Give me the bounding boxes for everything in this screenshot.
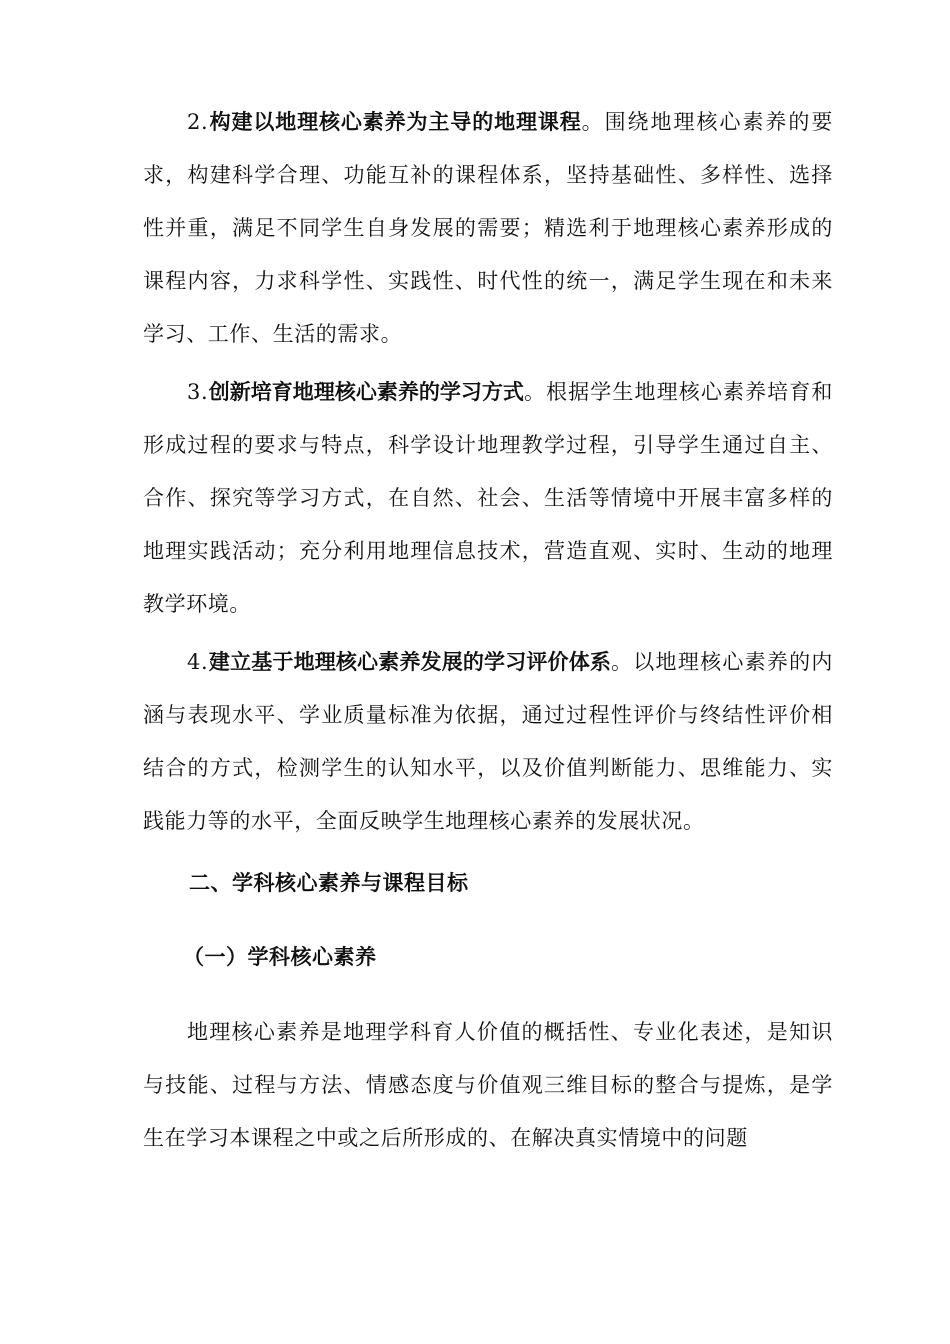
item-body-text: 。围绕地理核心素养的要求，构建科学合理、功能互补的课程体系，坚持基础性、多样性、选择性并重，满足不同学生自身发展的需要；精选利于地理核心素养形成的课程内容，力求科学性、实践性、时代性的统一，满足学生现在和未来学习、工作、生活的需求。 — [143, 110, 833, 346]
item-lead-heading: 构建以地理核心素养为主导的地理课程 — [208, 110, 582, 134]
item-number: 4. — [187, 650, 209, 674]
item-lead-heading: 创新培育地理核心素养的学习方式 — [208, 380, 524, 404]
paragraph-item-2 — [143, 96, 833, 361]
section-heading: 二、学科核心素养与课程目标 — [189, 871, 469, 895]
paragraph-item-3 — [143, 366, 833, 631]
item-body-text: 。以地理核心素养的内涵与表现水平、学业质量标准为依据，通过过程性评价与终结性评价相结合的方式，检测学生的认知水平，以及价值判断能力、思维能力、实践能力等的水平，全面反映学生地理核心素养的发展状况。 — [143, 650, 834, 833]
item-number: 2. — [187, 110, 209, 134]
closing-paragraph: 地理核心素养是地理学科育人价值的概括性、专业化表述，是知识与技能、过程与方法、情感态度与价值观三维目标的整合与提炼，是学生在学习本课程之中或之后所形成的、在解决真实情境中的问题 — [143, 1020, 833, 1150]
subsection-heading: （一）学科核心素养 — [183, 945, 377, 969]
item-body-text: 。根据学生地理核心素养培育和形成过程的要求与特点，科学设计地理教学过程，引导学生通过自主、合作、探究等学习方式，在自然、社会、生活等情境中开展丰富多样的地理实践活动；充分利用地理信息技术，营造直观、实时、生动的地理教学环境。 — [143, 380, 834, 616]
paragraph-item-4 — [143, 636, 833, 848]
item-number: 3. — [187, 380, 209, 404]
item-lead-heading: 建立基于地理核心素养发展的学习评价体系 — [208, 650, 612, 674]
